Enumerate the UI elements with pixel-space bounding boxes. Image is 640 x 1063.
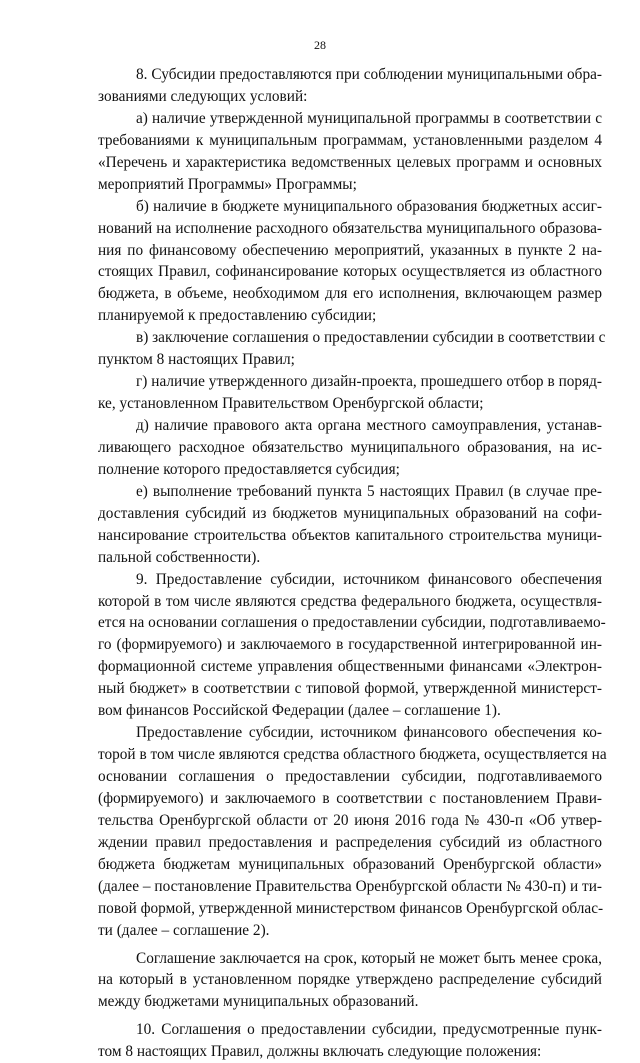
paragraph: [98, 196, 602, 328]
text-line: 8. Субсидии предоставляются при соблюдении муниципальными обра-: [136, 66, 602, 83]
text-line: (формируемого) и заключаемого в соответствии с постановлением Прави-: [98, 789, 602, 807]
text-line: бюджета бюджетам муниципальных образований Оренбургской области»: [98, 855, 602, 873]
text-line: ке, установленном Правительством Оренбургской области;: [98, 395, 484, 413]
paragraph: [98, 948, 602, 1014]
page-number: 28: [314, 38, 326, 52]
text-line: ный бюджет» в соответствии с типовой формой, утвержденной министерст-: [98, 680, 602, 698]
text-line: которой в том числе являются средства федерального бюджета, осуществля-: [98, 592, 602, 610]
text-line: между бюджетами муниципальных образований.: [98, 993, 419, 1011]
text-line: на который в установленном порядке утверждено распределение субсидий: [98, 971, 602, 989]
paragraph: [98, 569, 606, 723]
text-line: е) выполнение требований пункта 5 настоящих Правил (в случае пре-: [136, 482, 602, 500]
paragraph: [98, 415, 602, 481]
text-line: д) наличие правового акта органа местного самоуправления, устанав-: [136, 417, 602, 434]
text-line: требованиями к муниципальным программам, установленными разделом 4: [98, 131, 602, 149]
text-line: планируемой к предоставлению субсидии;: [98, 307, 377, 325]
paragraph: [98, 1019, 602, 1063]
text-line: б) наличие в бюджете муниципального образования бюджетных ассиг-: [136, 197, 602, 215]
text-line: ти (далее – соглашение 2).: [98, 921, 270, 939]
text-line: пунктом 8 настоящих Правил;: [98, 351, 295, 369]
text-line: в) заключение соглашения о предоставлении субсидии в соответствии с: [136, 329, 606, 347]
text-line: а) наличие утвержденной муниципальной программы в соответствии с: [136, 109, 602, 127]
text-line: доставления субсидий из бюджетов муниципальных образований на софи-: [98, 504, 602, 522]
text-line: пальной собственности).: [98, 548, 261, 566]
text-line: тельства Оренбургской области от 20 июня 2016 года № 430-п «Об утвер-: [98, 811, 602, 829]
text-line: основании соглашения о предоставлении субсидии, подготавливаемого: [98, 768, 602, 785]
text-line: том 8 настоящих Правил, должны включать следующие положения:: [98, 1043, 542, 1061]
text-line: формационной системе управления общественными финансами «Электрон-: [98, 658, 602, 676]
text-line: мероприятий Программы» Программы;: [98, 175, 357, 193]
text-line: стоящих Правил, софинансирование которых осуществляется из областного: [98, 263, 602, 281]
text-line: г) наличие утвержденного дизайн-проекта, прошедшего отбор в поряд-: [136, 373, 602, 391]
text-line: (далее – постановление Правительства Оренбургской области № 430-п) и ти-: [98, 877, 602, 895]
text-line: повой формой, утвержденной министерством финансов Оренбургской облас-: [98, 899, 604, 917]
paragraph: [98, 108, 602, 196]
text-line: 10. Соглашения о предоставлении субсидии, предусмотренные пунк-: [136, 1021, 602, 1039]
text-line: 9. Предоставление субсидии, источником финансового обеспечения: [136, 570, 602, 588]
text-line: зованиями следующих условий:: [98, 87, 308, 105]
paragraph: [98, 327, 606, 371]
text-line: Предоставление субсидии, источником финансового обеспечения ко-: [136, 724, 602, 742]
text-line: бюджета, в объеме, необходимом для его исполнения, включающем размер: [98, 285, 602, 303]
document-body: [98, 64, 607, 1063]
paragraph: [98, 371, 602, 415]
text-line: нований на исполнение расходного обязательства муниципального образова-: [98, 219, 602, 237]
text-line: полнение которого предоставляется субсидия;: [98, 460, 400, 478]
text-line: нансирование строительства объектов капитального строительства муници-: [98, 526, 602, 544]
text-line: ется на основании соглашения о предоставлении субсидии, подготавливаемо-: [98, 614, 606, 632]
text-line: го (формируемого) и заключаемого в государственной интегрированной ин-: [98, 636, 602, 654]
text-line: ния по финансовому обеспечению мероприятий, указанных в пункте 2 на-: [98, 241, 602, 259]
text-line: вом финансов Российской Федерации (далее – соглашение 1).: [98, 702, 501, 720]
text-line: торой в том числе являются средства областного бюджета, осуществляется на: [98, 746, 607, 764]
text-line: «Перечень и характеристика ведомственных целевых программ и основных: [98, 153, 602, 171]
text-line: ждении правил предоставления и распределения субсидий из областного: [98, 833, 602, 851]
paragraph: [98, 481, 602, 569]
paragraph: [98, 64, 602, 108]
paragraph: [98, 722, 607, 941]
text-line: Соглашение заключается на срок, который не может быть менее срока,: [136, 949, 602, 967]
text-line: ливающего расходное обязательство муниципального образования, на ис-: [98, 438, 602, 456]
